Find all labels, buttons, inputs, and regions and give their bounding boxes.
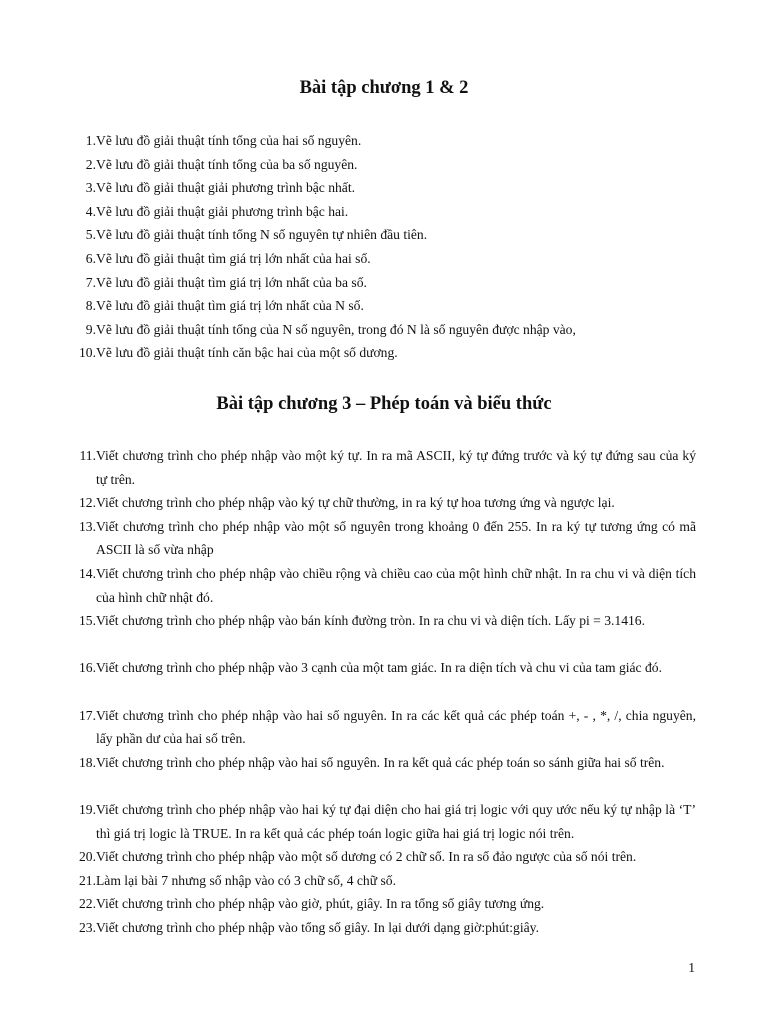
- item-number: 3.: [85, 180, 96, 196]
- list-item: [70, 916, 696, 940]
- item-number: 22.: [79, 896, 96, 912]
- item-number: 4.: [85, 203, 96, 219]
- item-number: 9.: [85, 321, 96, 337]
- list-item: [70, 491, 696, 515]
- item-text: Viết chương trình cho phép nhập vào một số dương có 2 chữ số. In ra số đảo ngược của số nói trên.: [96, 849, 637, 865]
- list-item: [70, 798, 696, 845]
- item-text: Viết chương trình cho phép nhập vào bán kính đường tròn. In ra chu vi và diện tích. Lấy pi = 3.1416.: [96, 613, 646, 629]
- list-item: [70, 892, 696, 916]
- item-text: Viết chương trình cho phép nhập vào hai số nguyên. In ra kết quả các phép toán so sánh giữa hai số trên.: [96, 754, 665, 770]
- list-item: [70, 200, 696, 224]
- item-text: Vẽ lưu đồ giải thuật tìm giá trị lớn nhất của ba số.: [96, 274, 367, 290]
- item-text: Vẽ lưu đồ giải thuật tính căn bậc hai của một số dương.: [96, 345, 398, 361]
- item-text: Làm lại bài 7 nhưng số nhập vào có 3 chữ số, 4 chữ số.: [96, 872, 396, 888]
- list-item: [70, 845, 696, 869]
- item-text: Vẽ lưu đồ giải thuật tính tổng của N số nguyên, trong đó N là số nguyên được nhập vào,: [96, 321, 576, 337]
- list-item: [70, 751, 696, 775]
- item-number: 21.: [79, 872, 96, 888]
- item-text: Viết chương trình cho phép nhập vào hai số nguyên. In ra các kết quả các phép toán +, - , *, /, chia nguyên, lấy phần dư của hai số trên.: [96, 707, 696, 747]
- item-number: 19.: [79, 802, 96, 817]
- list-item: [70, 444, 696, 491]
- item-text: Viết chương trình cho phép nhập vào giờ, phút, giây. In ra tổng số giây tương ứng.: [96, 896, 545, 912]
- item-number: 20.: [79, 849, 96, 865]
- page-number: 1: [688, 960, 695, 975]
- item-number: 11.: [79, 448, 96, 463]
- item-text: Vẽ lưu đồ giải thuật tính tổng N số nguyên tự nhiên đầu tiên.: [96, 227, 428, 243]
- item-text: Vẽ lưu đồ giải thuật giải phương trình bậc hai.: [96, 203, 349, 219]
- list-item: [70, 271, 696, 295]
- list-item: [70, 247, 696, 271]
- item-number: 17.: [79, 707, 96, 723]
- item-number: 6.: [85, 251, 96, 266]
- item-number: 1.: [85, 133, 96, 148]
- item-number: 5.: [85, 227, 96, 243]
- item-text: Vẽ lưu đồ giải thuật tính tổng của ba số nguyên.: [96, 156, 358, 172]
- item-text: Vẽ lưu đồ giải thuật giải phương trình bậc nhất.: [96, 180, 356, 196]
- list-item: [70, 153, 696, 177]
- item-text: Viết chương trình cho phép nhập vào một ký tự. In ra mã ASCII, ký tự đứng trước và ký tự đứng sau của ký tự trên.: [96, 448, 696, 487]
- item-text: Viết chương trình cho phép nhập vào tổng số giây. In lại dưới dạng giờ:phút:giây.: [96, 920, 539, 935]
- item-text: Viết chương trình cho phép nhập vào chiều rộng và chiều cao của một hình chữ nhật. In ra chu vi và diện tích của hình chữ nhật đó.: [96, 566, 696, 605]
- list-item: [70, 176, 696, 200]
- heading-chapter-1-2: Bài tập chương 1 & 2: [299, 78, 469, 98]
- list-item: [70, 318, 696, 342]
- list-item: [70, 223, 696, 247]
- item-number: 2.: [85, 156, 96, 172]
- list-item: [70, 656, 696, 680]
- item-text: Vẽ lưu đồ giải thuật tìm giá trị lớn nhất của hai số.: [96, 251, 371, 266]
- item-text: Viết chương trình cho phép nhập vào một số nguyên trong khoảng 0 đến 255. In ra ký tự tương ứng có mã ASCII là số vừa nhập: [96, 518, 696, 558]
- list-item: [70, 294, 696, 318]
- item-text: Viết chương trình cho phép nhập vào hai ký tự đại diện cho hai giá trị logic với quy ước nếu ký tự nhập là ‘T’ thì giá trị logic là TRUE. In ra kết quả các phép toán logic giữa hai giá trị logic nói trên.: [96, 802, 696, 841]
- list-item: [70, 515, 696, 562]
- list-item: [70, 609, 696, 633]
- item-number: 15.: [79, 613, 96, 629]
- item-number: 7.: [85, 274, 96, 290]
- item-number: 16.: [79, 660, 96, 676]
- item-number: 13.: [79, 518, 96, 534]
- item-number: 14.: [79, 566, 96, 581]
- item-text: Vẽ lưu đồ giải thuật tìm giá trị lớn nhất của N số.: [96, 298, 364, 314]
- heading-chapter-3: Bài tập chương 3 – Phép toán và biểu thức: [216, 394, 552, 414]
- item-text: Vẽ lưu đồ giải thuật tính tổng của hai số nguyên.: [96, 133, 362, 148]
- list-item: [70, 341, 696, 365]
- item-number: 23.: [79, 920, 96, 935]
- list-item: [70, 129, 696, 153]
- list-item: [70, 562, 696, 609]
- item-number: 18.: [79, 754, 96, 770]
- item-text: Viết chương trình cho phép nhập vào 3 cạnh của một tam giác. In ra diện tích và chu vi của tam giác đó.: [96, 660, 662, 676]
- item-number: 12.: [79, 495, 96, 511]
- item-number: 10.: [79, 345, 96, 361]
- item-number: 8.: [85, 298, 96, 314]
- list-item: [70, 869, 696, 893]
- item-text: Viết chương trình cho phép nhập vào ký tự chữ thường, in ra ký tự hoa tương ứng và ngược lại.: [96, 495, 615, 511]
- list-item: [70, 704, 696, 751]
